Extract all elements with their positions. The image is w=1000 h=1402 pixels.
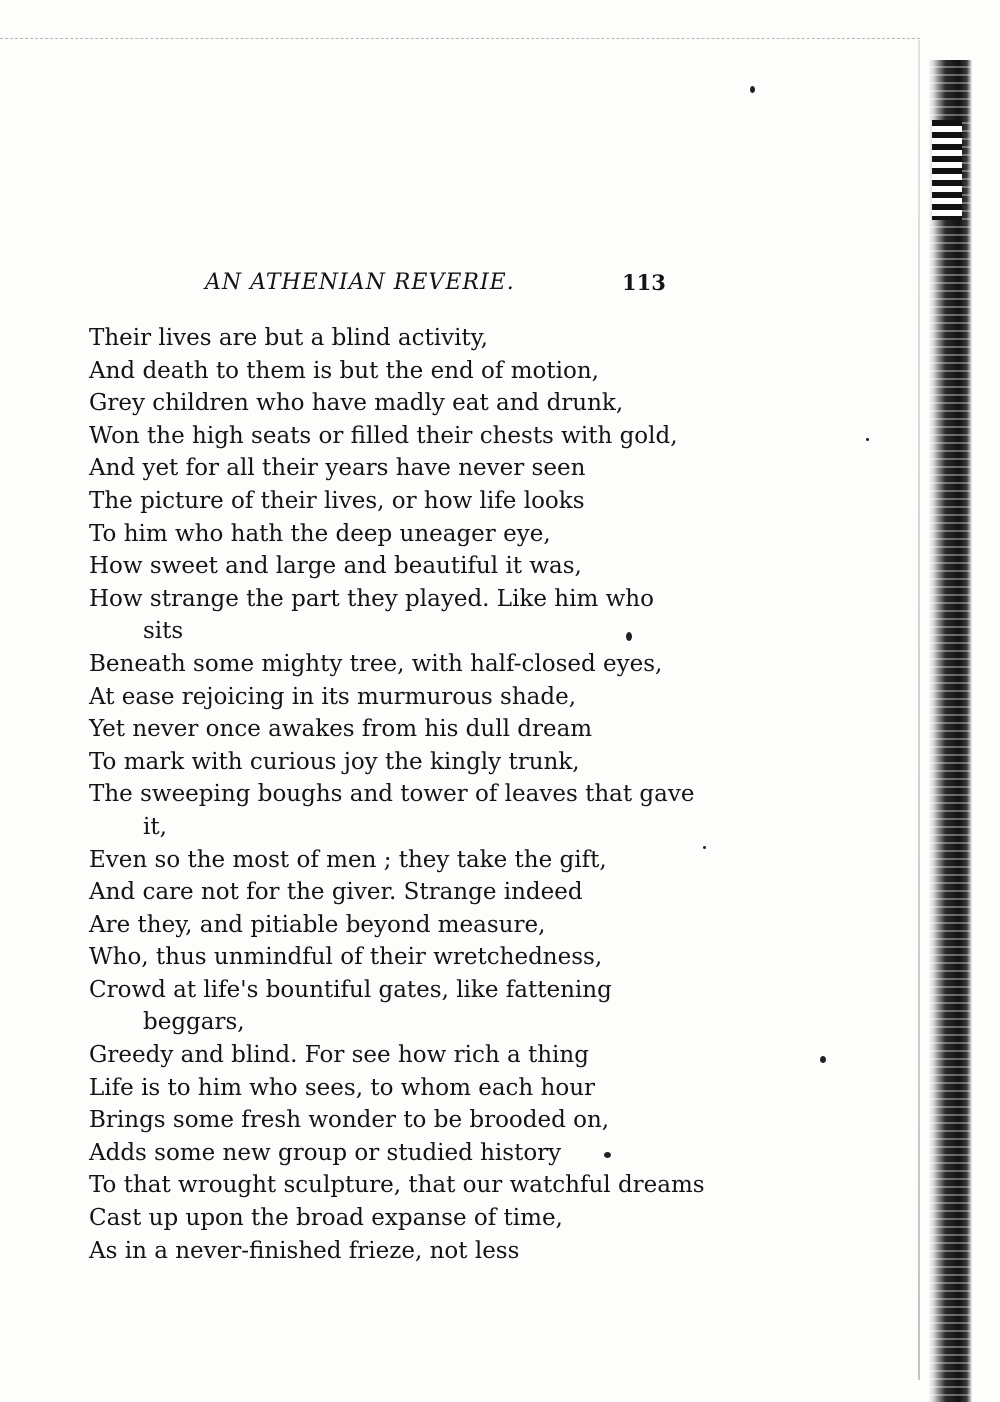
poem-text <box>89 322 709 1267</box>
ink-speck <box>626 632 632 641</box>
poem-line: Life is to him who sees, to whom each hour <box>89 1074 595 1101</box>
binding-marks <box>932 120 962 220</box>
poem-line: Cast up upon the broad expanse of time, <box>89 1205 563 1232</box>
poem-line-continuation: beggars, <box>143 1009 245 1036</box>
page-header <box>205 270 665 304</box>
poem-line: How strange the part they played. Like him who <box>89 585 654 612</box>
poem-line: Grey children who have madly eat and drunk, <box>89 390 624 417</box>
poem-line: Greedy and blind. For see how rich a thing <box>89 1042 589 1069</box>
poem-line: At ease rejoicing in its murmurous shade, <box>89 683 577 710</box>
running-title: AN ATHENIAN REVERIE. <box>205 270 515 295</box>
poem-line-continuation: sits <box>143 618 184 645</box>
ink-speck <box>866 438 869 441</box>
poem-line: The picture of their lives, or how life looks <box>89 487 585 514</box>
poem-line: And yet for all their years have never seen <box>89 455 586 482</box>
top-page-edge <box>0 38 920 39</box>
poem-line: To him who hath the deep uneager eye, <box>89 520 551 547</box>
poem-line: Won the high seats or filled their chests with gold, <box>89 422 678 449</box>
poem-line: And death to them is but the end of motion, <box>89 357 599 384</box>
poem-line: Even so the most of men ; they take the gift, <box>89 846 607 873</box>
poem-line: As in a never-finished frieze, not less <box>89 1237 520 1264</box>
poem-line: Adds some new group or studied history <box>89 1139 562 1166</box>
poem-line: How sweet and large and beautiful it was, <box>89 553 582 580</box>
ink-speck <box>820 1056 826 1063</box>
poem-line: Their lives are but a blind activity, <box>89 325 488 351</box>
book-binding-shadow <box>928 60 972 1402</box>
poem-line: Who, thus unmindful of their wretchedness, <box>89 944 603 971</box>
poem-line: To that wrought sculpture, that our watchful dreams <box>89 1172 705 1199</box>
ink-speck <box>703 846 706 849</box>
poem-line: Beneath some mighty tree, with half-closed eyes, <box>89 650 663 677</box>
poem-line: Yet never once awakes from his dull dream <box>89 716 593 743</box>
poem-line: And care not for the giver. Strange indeed <box>89 879 583 906</box>
ink-speck <box>604 1152 611 1158</box>
poem-line-continuation: it, <box>143 813 167 840</box>
page-fold-edge <box>918 40 920 1380</box>
poem-line: Are they, and pitiable beyond measure, <box>89 911 546 938</box>
poem-line: To mark with curious joy the kingly trunk, <box>89 748 580 775</box>
poem-line: The sweeping boughs and tower of leaves that gave <box>89 781 695 808</box>
ink-speck <box>750 86 755 93</box>
poem-line: Crowd at life's bountiful gates, like fattening <box>89 976 612 1003</box>
poem-line: Brings some fresh wonder to be brooded on, <box>89 1107 610 1134</box>
page-number: 113 <box>622 270 666 295</box>
